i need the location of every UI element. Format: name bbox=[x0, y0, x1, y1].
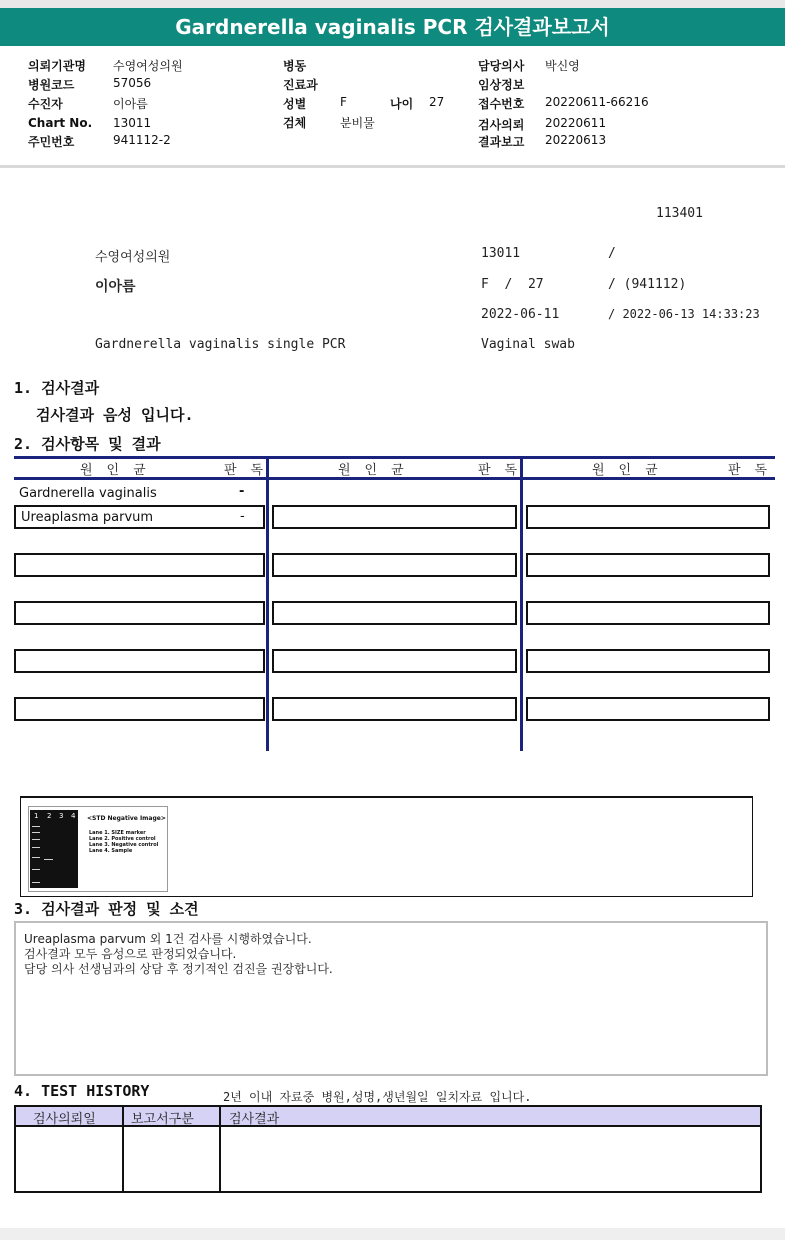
hospital-label: 의뢰기관명 bbox=[28, 59, 86, 73]
gel-legend-item: Lane 3. Negative control bbox=[89, 842, 159, 848]
clinical-label: 임상정보 bbox=[478, 78, 525, 92]
resident-value: 941112-2 bbox=[113, 133, 171, 147]
history-col-divider bbox=[122, 1107, 124, 1191]
result-row-value: - bbox=[239, 484, 245, 499]
empty-row-box bbox=[14, 649, 265, 673]
table-divider-1 bbox=[266, 456, 269, 751]
marker-band bbox=[32, 857, 40, 858]
ward-label: 병동 bbox=[283, 59, 307, 73]
section2-heading: 2. 검사항목 및 결과 bbox=[14, 435, 161, 453]
positive-band bbox=[44, 859, 53, 860]
hospital-code-label: 병원코드 bbox=[28, 78, 75, 92]
marker-band bbox=[32, 847, 40, 848]
summary-slash: / bbox=[608, 246, 616, 261]
section3-heading: 3. 검사결과 판정 및 소견 bbox=[14, 900, 199, 918]
col-pathogen-2: 원인균 bbox=[338, 463, 418, 478]
empty-row-box bbox=[272, 601, 517, 625]
specimen-label: 검체 bbox=[283, 116, 307, 130]
gel-legend-item: Lane 2. Positive control bbox=[89, 836, 156, 842]
section4-heading: 4. TEST HISTORY bbox=[14, 1082, 150, 1100]
marker-band bbox=[32, 826, 40, 827]
summary-request-date: 2022-06-11 bbox=[481, 307, 560, 322]
chart-label: Chart No. bbox=[28, 116, 93, 130]
lane-number: 2 bbox=[47, 812, 52, 820]
section1-heading: 1. 검사결과 bbox=[14, 379, 100, 397]
request-label: 검사의뢰 bbox=[478, 118, 525, 132]
col-judgment-2: 판독 bbox=[478, 463, 532, 478]
top-rule bbox=[0, 0, 785, 8]
lane-number: 3 bbox=[59, 812, 64, 820]
col-judgment-1: 판독 bbox=[224, 463, 278, 478]
empty-row-box bbox=[526, 553, 770, 577]
col-pathogen-3: 원인균 bbox=[592, 463, 672, 478]
gel-legend-item: Lane 4. Sample bbox=[89, 848, 133, 854]
result-row-value: - bbox=[240, 509, 245, 524]
lane-number: 1 bbox=[34, 812, 39, 820]
lane-number: 4 bbox=[71, 812, 76, 820]
empty-row-box bbox=[272, 553, 517, 577]
empty-row-box bbox=[272, 697, 517, 721]
summary-patient: 이아름 bbox=[95, 279, 136, 295]
result-row-name: Gardnerella vaginalis bbox=[19, 486, 157, 501]
empty-row-box bbox=[526, 649, 770, 673]
marker-band bbox=[32, 882, 40, 883]
gel-image bbox=[30, 810, 78, 888]
age-label: 나이 bbox=[390, 97, 414, 111]
report-value: 20220613 bbox=[545, 133, 607, 147]
empty-row-box bbox=[14, 601, 265, 625]
history-col-divider bbox=[219, 1107, 221, 1191]
summary-hospital: 수영여성의원 bbox=[95, 250, 171, 265]
hospital-code-value: 57056 bbox=[113, 76, 152, 90]
sex-label: 성별 bbox=[283, 97, 307, 111]
patient-label: 수진자 bbox=[28, 97, 63, 111]
request-value: 20220611 bbox=[545, 116, 607, 130]
history-col-request-date: 검사의뢰일 bbox=[33, 1112, 96, 1127]
opinion-line: Ureaplasma parvum 외 1건 검사를 시행하였습니다. bbox=[24, 932, 312, 946]
empty-row-box bbox=[526, 601, 770, 625]
receipt-label: 접수번호 bbox=[478, 97, 525, 111]
report-code: 113401 bbox=[656, 206, 703, 221]
hospital-value: 수영여성의원 bbox=[113, 59, 183, 73]
section1-result: 검사결과 음성 입니다. bbox=[36, 406, 194, 424]
summary-sex-age: F / 27 bbox=[481, 277, 544, 292]
table-divider-2 bbox=[520, 456, 523, 751]
summary-chart: 13011 bbox=[481, 246, 521, 261]
col-judgment-3: 판독 bbox=[728, 463, 782, 478]
result-row-box bbox=[526, 505, 770, 529]
summary-report-datetime: / 2022-06-13 14:33:23 bbox=[608, 307, 760, 321]
marker-band bbox=[32, 832, 40, 833]
result-row-name: Ureaplasma parvum bbox=[21, 510, 154, 525]
marker-band bbox=[32, 839, 40, 840]
summary-specimen: Vaginal swab bbox=[481, 337, 575, 352]
empty-row-box bbox=[526, 697, 770, 721]
col-pathogen-1: 원인균 bbox=[80, 463, 160, 478]
empty-row-box bbox=[272, 649, 517, 673]
history-note: 2년 이내 자료중 병원,성명,생년월일 일치자료 입니다. bbox=[223, 1090, 532, 1104]
opinion-line: 담당 의사 선생님과의 상담 후 정기적인 검진을 권장합니다. bbox=[24, 962, 333, 976]
history-col-report-type: 보고서구분 bbox=[131, 1112, 194, 1127]
page-footer bbox=[0, 1228, 785, 1240]
history-header-row bbox=[16, 1107, 760, 1127]
doctor-label: 담당의사 bbox=[478, 59, 525, 73]
opinion-line: 검사결과 모두 음성으로 판정되었습니다. bbox=[24, 947, 237, 961]
doctor-value: 박신영 bbox=[545, 59, 580, 73]
gel-legend-item: Lane 1. SIZE marker bbox=[89, 830, 146, 836]
report-title: Gardnerella vaginalis PCR 검사결과보고서 bbox=[0, 8, 785, 46]
report-label: 결과보고 bbox=[478, 135, 525, 149]
empty-row-box bbox=[14, 553, 265, 577]
empty-row-box bbox=[14, 697, 265, 721]
dept-label: 진료과 bbox=[283, 78, 318, 92]
result-row-box bbox=[272, 505, 517, 529]
patient-value: 이아름 bbox=[113, 97, 148, 111]
history-col-result: 검사결과 bbox=[229, 1112, 280, 1127]
resident-label: 주민번호 bbox=[28, 135, 75, 149]
header-divider bbox=[0, 165, 785, 168]
summary-test-name: Gardnerella vaginalis single PCR bbox=[95, 337, 346, 352]
marker-band bbox=[32, 869, 40, 870]
gel-title: <STD Negative Image> bbox=[87, 815, 166, 822]
age-value: 27 bbox=[429, 95, 445, 109]
chart-value: 13011 bbox=[113, 116, 152, 130]
specimen-value: 분비물 bbox=[340, 116, 375, 130]
summary-birth: / (941112) bbox=[608, 277, 687, 292]
sex-value: F bbox=[340, 95, 347, 109]
receipt-value: 20220611-66216 bbox=[545, 95, 649, 109]
